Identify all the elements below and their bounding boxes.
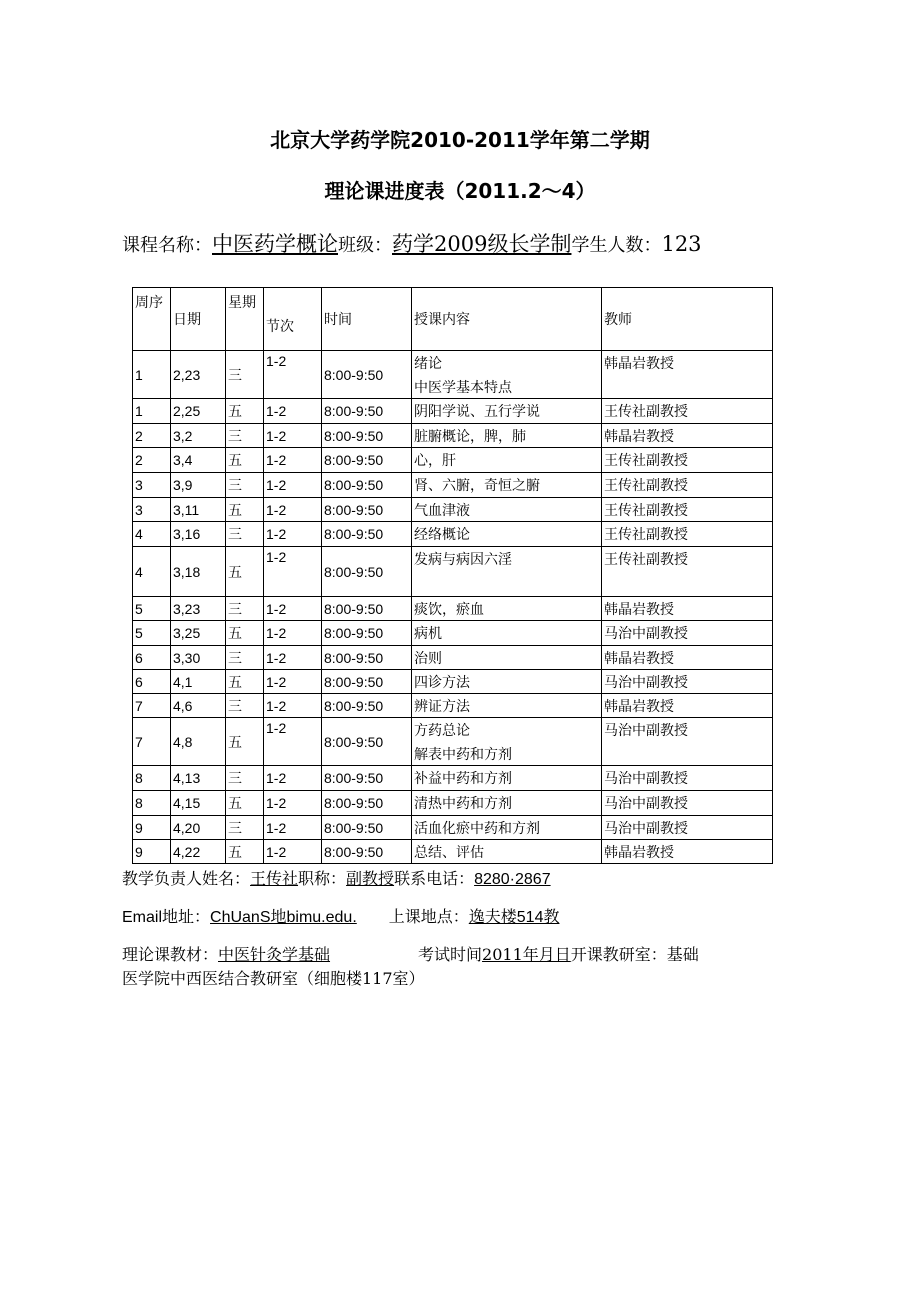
table-row [133, 646, 773, 670]
cell-teacher: 韩晶岩教授 [602, 694, 773, 718]
cell-time: 8:00-9:50 [322, 424, 412, 448]
header-time: 时间 [322, 288, 412, 351]
cell-time: 8:00-9:50 [322, 718, 412, 766]
cell-content: 发病与病因六淫 [412, 547, 602, 597]
cell-week: 4 [133, 522, 171, 547]
cell-session: 1-2 [264, 424, 322, 448]
document-title: 北京大学药学院2010-2011学年第二学期 [270, 128, 650, 152]
cell-content: 气血津液 [412, 498, 602, 522]
header-weekday: 星期 [226, 288, 264, 351]
cell-week: 7 [133, 718, 171, 766]
cell-date: 3,4 [171, 448, 226, 473]
cell-date: 3,30 [171, 646, 226, 670]
cell-content: 补益中药和方剂 [412, 766, 602, 791]
schedule-table [132, 287, 773, 864]
content-line: 绪论 [414, 356, 442, 372]
cell-content: 经络概论 [412, 522, 602, 547]
header-content: 授课内容 [412, 288, 602, 351]
cell-content: 痰饮，瘀血 [412, 597, 602, 621]
email-value: ChUanS地bimu.edu. [210, 909, 357, 926]
phone-label: 联系电话： [394, 869, 475, 888]
cell-weekday: 三 [226, 694, 264, 718]
table-row [133, 670, 773, 694]
table-row [133, 694, 773, 718]
cell-teacher: 韩晶岩教授 [602, 424, 773, 448]
cell-session: 1-2 [264, 597, 322, 621]
rank-label: 职称： [298, 869, 347, 888]
cell-teacher: 马治中副教授 [602, 816, 773, 840]
cell-weekday: 三 [226, 597, 264, 621]
cell-teacher: 韩晶岩教授 [602, 351, 773, 399]
cell-time: 8:00-9:50 [322, 816, 412, 840]
cell-week: 1 [133, 399, 171, 424]
cell-content: 辨证方法 [412, 694, 602, 718]
table-row [133, 791, 773, 816]
table-row [133, 498, 773, 522]
cell-week: 3 [133, 473, 171, 498]
table-row [133, 473, 773, 498]
cell-week: 9 [133, 840, 171, 864]
cell-time: 8:00-9:50 [322, 621, 412, 646]
cell-date: 3,25 [171, 621, 226, 646]
cell-session: 1-2 [264, 498, 322, 522]
cell-week: 5 [133, 597, 171, 621]
cell-time: 8:00-9:50 [322, 351, 412, 399]
content-line: 解表中药和方剂 [414, 747, 512, 763]
cell-teacher: 韩晶岩教授 [602, 597, 773, 621]
cell-content: 总结、评估 [412, 840, 602, 864]
cell-date: 2,25 [171, 399, 226, 424]
table-row [133, 448, 773, 473]
cell-teacher: 王传社副教授 [602, 473, 773, 498]
cell-session: 1-2 [264, 766, 322, 791]
cell-weekday: 五 [226, 547, 264, 597]
cell-date: 3,2 [171, 424, 226, 448]
location-label: 上课地点： [388, 909, 469, 926]
content-line: 方药总论 [414, 723, 470, 739]
document-subtitle: 理论课进度表（2011.2～4） [324, 179, 596, 203]
cell-week: 7 [133, 694, 171, 718]
cell-date: 3,18 [171, 547, 226, 597]
cell-session: 1-2 [264, 547, 322, 597]
cell-teacher: 马治中副教授 [602, 621, 773, 646]
cell-content: 肾、六腑，奇恒之腑 [412, 473, 602, 498]
cell-time: 8:00-9:50 [322, 670, 412, 694]
cell-session: 1-2 [264, 522, 322, 547]
cell-weekday: 三 [226, 646, 264, 670]
cell-week: 8 [133, 766, 171, 791]
cell-teacher: 马治中副教授 [602, 766, 773, 791]
table-row [133, 399, 773, 424]
cell-session: 1-2 [264, 646, 322, 670]
cell-session: 1-2 [264, 448, 322, 473]
header-date: 日期 [171, 288, 226, 351]
location-value: 逸夫楼514教 [468, 909, 560, 926]
cell-weekday: 三 [226, 816, 264, 840]
cell-week: 1 [133, 351, 171, 399]
table-row [133, 718, 773, 766]
cell-week: 2 [133, 448, 171, 473]
header-session: 节次 [264, 288, 322, 351]
rank-value: 副教授 [346, 869, 395, 888]
class-label: 班级： [338, 235, 392, 256]
cell-date: 3,9 [171, 473, 226, 498]
cell-week: 5 [133, 621, 171, 646]
table-row [133, 547, 773, 597]
cell-time: 8:00-9:50 [322, 597, 412, 621]
footer-line-4: 医学院中西医结合教研室（细胞楼117室） [122, 969, 425, 988]
table-row [133, 424, 773, 448]
cell-weekday: 三 [226, 522, 264, 547]
cell-time: 8:00-9:50 [322, 694, 412, 718]
table-row [133, 766, 773, 791]
exam-label: 考试时间 [418, 945, 483, 964]
cell-content: 清热中药和方剂 [412, 791, 602, 816]
cell-week: 6 [133, 670, 171, 694]
cell-session: 1-2 [264, 791, 322, 816]
cell-teacher: 马治中副教授 [602, 718, 773, 766]
cell-content: 活血化瘀中药和方剂 [412, 816, 602, 840]
cell-weekday: 五 [226, 399, 264, 424]
cell-date: 4,8 [171, 718, 226, 766]
cell-date: 4,22 [171, 840, 226, 864]
course-name: 中医药学概论 [212, 232, 338, 256]
cell-weekday: 五 [226, 791, 264, 816]
cell-time: 8:00-9:50 [322, 448, 412, 473]
footer-line-3 [122, 942, 699, 965]
cell-teacher: 王传社副教授 [602, 498, 773, 522]
cell-time: 8:00-9:50 [322, 498, 412, 522]
cell-session: 1-2 [264, 816, 322, 840]
cell-date: 3,23 [171, 597, 226, 621]
cell-week: 9 [133, 816, 171, 840]
cell-session: 1-2 [264, 399, 322, 424]
content-line: 中医学基本特点 [414, 380, 512, 396]
table-row [133, 351, 773, 399]
cell-weekday: 三 [226, 766, 264, 791]
cell-weekday: 三 [226, 351, 264, 399]
cell-date: 4,13 [171, 766, 226, 791]
email-label: Email地址： [122, 909, 211, 926]
cell-teacher: 马治中副教授 [602, 670, 773, 694]
cell-weekday: 五 [226, 840, 264, 864]
cell-time: 8:00-9:50 [322, 791, 412, 816]
cell-time: 8:00-9:50 [322, 840, 412, 864]
class-name: 药学2009级长学制 [392, 232, 572, 256]
table-header-row [133, 288, 773, 351]
cell-time: 8:00-9:50 [322, 547, 412, 597]
table-row [133, 840, 773, 864]
students-label: 学生人数： [571, 235, 662, 256]
cell-teacher: 韩晶岩教授 [602, 840, 773, 864]
cell-session: 1-2 [264, 351, 322, 399]
cell-session: 1-2 [264, 621, 322, 646]
cell-weekday: 三 [226, 424, 264, 448]
cell-weekday: 三 [226, 473, 264, 498]
textbook-label: 理论课教材： [122, 945, 219, 964]
cell-time: 8:00-9:50 [322, 399, 412, 424]
textbook-value: 中医针灸学基础 [218, 945, 331, 964]
cell-teacher: 王传社副教授 [602, 448, 773, 473]
table-row [133, 597, 773, 621]
footer-line-1 [122, 866, 551, 889]
cell-week: 2 [133, 424, 171, 448]
cell-week: 4 [133, 547, 171, 597]
course-label: 课程名称： [122, 235, 212, 256]
cell-date: 4,1 [171, 670, 226, 694]
dept-label: 开课教研室：基础 [570, 945, 699, 964]
cell-teacher: 王传社副教授 [602, 547, 773, 597]
exam-time: 2011年月日 [482, 945, 571, 964]
cell-time: 8:00-9:50 [322, 473, 412, 498]
cell-week: 6 [133, 646, 171, 670]
cell-week: 8 [133, 791, 171, 816]
cell-content: 四诊方法 [412, 670, 602, 694]
cell-content: 阴阳学说、五行学说 [412, 399, 602, 424]
cell-date: 4,20 [171, 816, 226, 840]
cell-weekday: 五 [226, 448, 264, 473]
cell-date: 4,6 [171, 694, 226, 718]
cell-week: 3 [133, 498, 171, 522]
cell-content: 脏腑概论，脾，肺 [412, 424, 602, 448]
cell-date: 3,16 [171, 522, 226, 547]
cell-content: 病机 [412, 621, 602, 646]
table-row [133, 621, 773, 646]
cell-session: 1-2 [264, 840, 322, 864]
header-week: 周序 [133, 288, 171, 351]
cell-date: 4,15 [171, 791, 226, 816]
cell-time: 8:00-9:50 [322, 766, 412, 791]
cell-session: 1-2 [264, 694, 322, 718]
cell-weekday: 五 [226, 718, 264, 766]
cell-content: 治则 [412, 646, 602, 670]
cell-session: 1-2 [264, 670, 322, 694]
cell-content [412, 351, 602, 399]
cell-teacher: 韩晶岩教授 [602, 646, 773, 670]
table-row [133, 522, 773, 547]
cell-weekday: 五 [226, 621, 264, 646]
cell-content: 心，肝 [412, 448, 602, 473]
cell-content [412, 718, 602, 766]
cell-session: 1-2 [264, 473, 322, 498]
cell-teacher: 马治中副教授 [602, 791, 773, 816]
cell-session: 1-2 [264, 718, 322, 766]
course-info-line [122, 228, 702, 258]
leader-name: 王传社 [250, 869, 299, 888]
cell-teacher: 王传社副教授 [602, 399, 773, 424]
cell-time: 8:00-9:50 [322, 646, 412, 670]
cell-weekday: 五 [226, 498, 264, 522]
table-row [133, 816, 773, 840]
cell-teacher: 王传社副教授 [602, 522, 773, 547]
cell-date: 3,11 [171, 498, 226, 522]
phone-value: 8280·2867 [474, 871, 551, 888]
cell-date: 2,23 [171, 351, 226, 399]
leader-label: 教学负责人姓名： [122, 869, 251, 888]
header-teacher: 教师 [602, 288, 773, 351]
cell-time: 8:00-9:50 [322, 522, 412, 547]
students-count: 123 [661, 232, 702, 256]
footer-line-2 [122, 904, 559, 927]
cell-weekday: 五 [226, 670, 264, 694]
